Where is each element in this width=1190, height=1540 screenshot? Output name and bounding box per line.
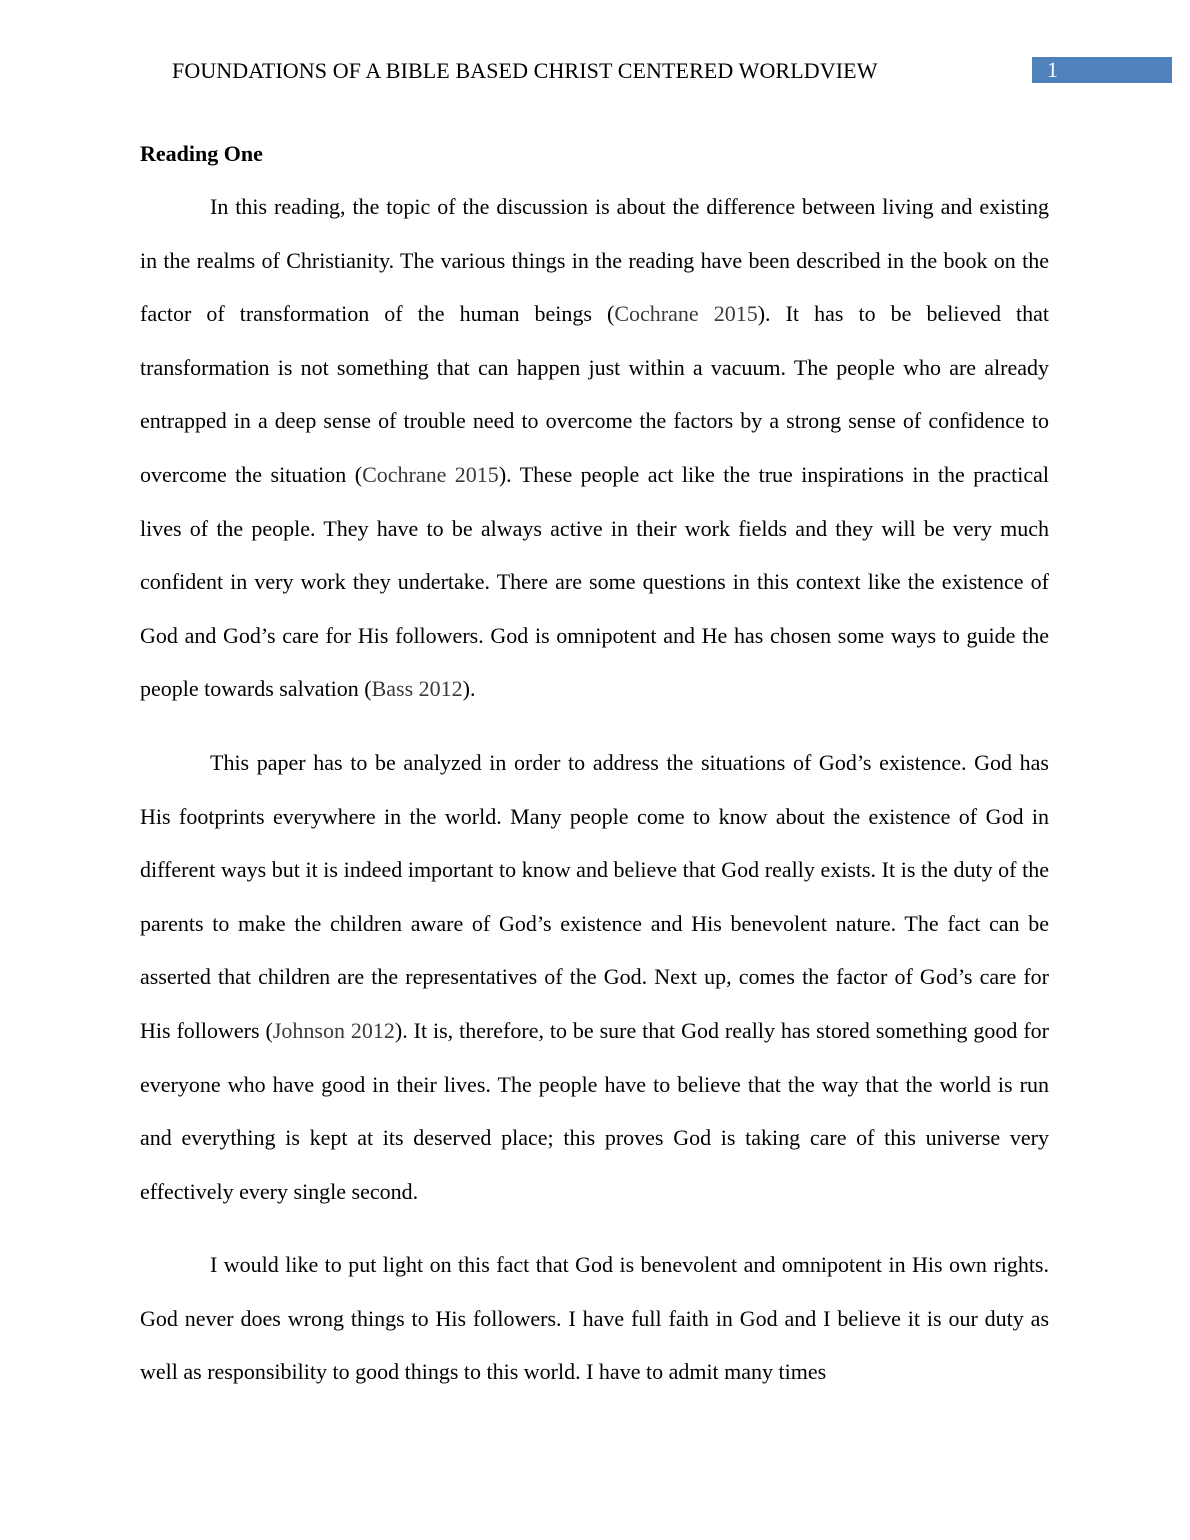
document-body — [140, 180, 1049, 1419]
citation: Bass 2012 — [371, 676, 463, 702]
paragraph-text: ). These people act like the true inspirations in the practical lives of the people. They have to be always active in their work fields and they will be very much confident in very work they undertake. There are some questions in this context like the existence of God and God’s care for His followers. God is omnipotent and He has chosen some ways to guide the people towards salvation ( — [140, 461, 1049, 702]
citation: Johnson 2012 — [272, 1017, 395, 1043]
citation: Cochrane 2015 — [614, 301, 758, 327]
paragraph-text: ). It is, therefore, to be sure that God really has stored something good for everyone who have good in their lives. The people have to believe that the way that the world is run and everything is kept at its deserved place; this proves God is taking care of this universe very effectively every single second. — [140, 1017, 1049, 1204]
paragraph-text: This paper has to be analyzed in order to address the situations of God’s existence. God has His footprints everywhere in the world. Many people come to know about the existence of God in different ways but it is indeed important to know and believe that God really exists. It is the duty of the parents to make the children aware of God’s existence and His benevolent nature. The fact can be asserted that children are the representatives of the God. Next up, comes the factor of God’s care for His followers ( — [140, 749, 1049, 1043]
paragraph-3 — [140, 1238, 1049, 1399]
section-heading: Reading One — [140, 141, 263, 166]
running-head-title: FOUNDATIONS OF A BIBLE BASED CHRIST CENTERED WORLDVIEW — [172, 58, 878, 83]
paragraph-text: I would like to put light on this fact that God is benevolent and omnipotent in His own rights. God never does wrong things to His followers. I have full faith in God and I believe it is our duty as well as responsibility to good things to this world. I have to admit many times — [140, 1252, 1049, 1385]
page-number-box — [1032, 57, 1172, 83]
paragraph-text: In this reading, the topic of the discussion is about the difference between living and existing in the realms of Christianity. The various things in the reading have been described in the book on the factor of transformation of the human beings ( — [140, 194, 1049, 327]
paragraph-2 — [140, 736, 1049, 1218]
paragraph-text: ). — [462, 676, 476, 702]
page-number: 1 — [1047, 57, 1058, 82]
paragraph-text: ). It has to be believed that transformation is not something that can happen just within a vacuum. The people who are already entrapped in a deep sense of trouble need to overcome the factors by a strong sense of confidence to overcome the situation ( — [140, 301, 1050, 487]
citation: Cochrane 2015 — [362, 461, 499, 487]
paragraph-1 — [140, 180, 1049, 716]
